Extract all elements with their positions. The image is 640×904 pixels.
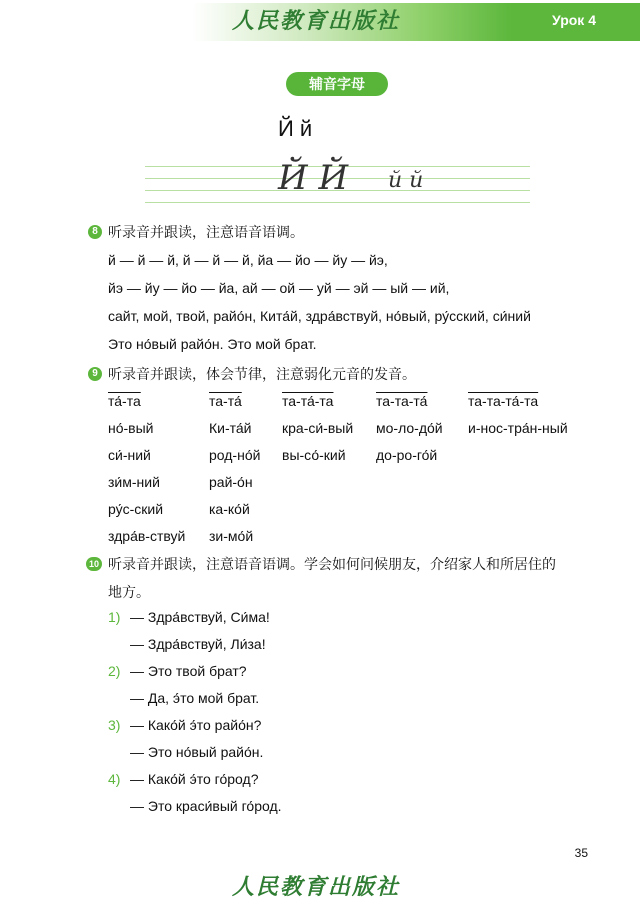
dialog-line: — Это краси́вый го́род. xyxy=(130,798,282,814)
rhythm-pattern: та-та́ xyxy=(209,393,242,409)
rhythm-word: кра-си́-вый xyxy=(282,420,354,436)
letter-print: Й й xyxy=(278,116,313,141)
rhythm-word: ру́с-ский xyxy=(108,501,164,517)
rhythm-word: род-но́й xyxy=(209,447,261,463)
rhythm-word: си́-ний xyxy=(108,447,151,463)
dialog-line: — Это но́вый райо́н. xyxy=(130,744,264,760)
rhythm-pattern: та-та́-та xyxy=(282,393,334,409)
rhythm-word: но́-вый xyxy=(108,420,154,436)
practice-line: й — й — й, й — й — й, йа — йо — йу — йэ, xyxy=(108,252,388,268)
practice-line: сайт, мой, твой, райо́н, Кита́й, здра́вствуй, но́вый, ру́сский, си́ний xyxy=(108,308,531,324)
rhythm-column xyxy=(282,388,353,469)
rhythm-word: до-ро-го́й xyxy=(376,447,438,463)
dialog-line: — Это твой брат? xyxy=(130,663,247,679)
exercise-instruction: 听录音并跟读，注意语音语调。学会如何问候朋友，介绍家人和所居住的 xyxy=(108,557,556,573)
exercise-instruction-cont: 地方。 xyxy=(108,585,150,601)
rhythm-column xyxy=(376,388,443,469)
rhythm-pattern: та́-та xyxy=(108,393,141,409)
page-header xyxy=(0,0,640,44)
dialog-line: — Здра́вствуй, Си́ма! xyxy=(130,609,270,625)
rhythm-column xyxy=(468,388,568,442)
practice-line: Это но́вый райо́н. Это мой брат. xyxy=(108,336,317,352)
letter-script-lower: й й xyxy=(388,168,424,193)
exercise-instruction: 听录音并跟读，注意语音语调。 xyxy=(108,225,304,241)
dialog-number: 4) xyxy=(108,771,121,787)
exercise-number: 9 xyxy=(88,367,102,381)
rhythm-word: Ки-та́й xyxy=(209,420,252,436)
dialog-line: — Да, э́то мой брат. xyxy=(130,690,260,706)
rhythm-pattern: та-та-та́ xyxy=(376,393,428,409)
exercise-instruction: 听录音并跟读，体会节律，注意弱化元音的发音。 xyxy=(108,367,416,383)
rhythm-word: ка-ко́й xyxy=(209,501,250,517)
publisher-logo-footer: 人民教育出版社 xyxy=(232,874,401,900)
lesson-label: Урок 4 xyxy=(552,12,596,28)
dialog-line: — Како́й э́то го́род? xyxy=(130,771,259,787)
section-title: 辅音字母 xyxy=(286,72,388,96)
rhythm-word: и-нос-тра́н-ный xyxy=(468,420,568,436)
dialog-number: 3) xyxy=(108,717,121,733)
rhythm-column xyxy=(209,388,260,550)
dialog-line: — Како́й э́то райо́н? xyxy=(130,717,262,733)
rhythm-word: зи-мо́й xyxy=(209,528,254,544)
publisher-logo: 人民教育出版社 xyxy=(232,8,401,34)
rhythm-word: рай-о́н xyxy=(209,474,253,490)
rhythm-word: зи́м-ний xyxy=(108,474,160,490)
dialog-number: 1) xyxy=(108,609,121,625)
rhythm-pattern: та-та-та́-та xyxy=(468,393,539,409)
exercise-number: 10 xyxy=(86,557,102,571)
rhythm-column xyxy=(108,388,185,550)
rhythm-word: вы-со́-кий xyxy=(282,447,346,463)
dialog-line: — Здра́вствуй, Ли́за! xyxy=(130,636,266,652)
practice-line: йэ — йу — йо — йа, ай — ой — уй — эй — ый — ий, xyxy=(108,280,450,296)
rhythm-word: здра́в-ствуй xyxy=(108,528,186,544)
dialog-number: 2) xyxy=(108,663,121,679)
rhythm-word: мо-ло-до́й xyxy=(376,420,443,436)
exercise-number: 8 xyxy=(88,225,102,239)
letter-script-upper: Й Й xyxy=(278,158,349,198)
page-number: 35 xyxy=(574,846,588,860)
